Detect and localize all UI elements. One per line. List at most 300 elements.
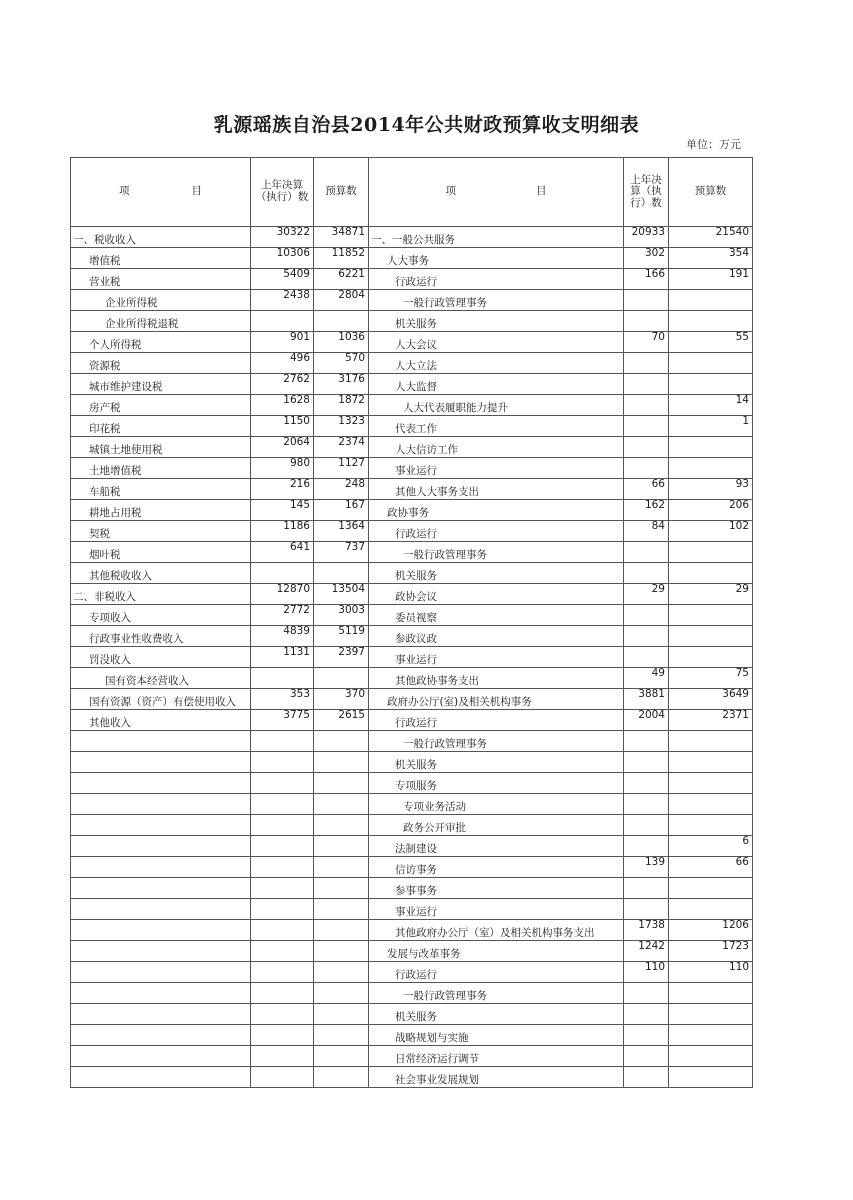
left-item-cell: 国有资本经营收入 xyxy=(71,668,251,689)
left-item-cell: 城市维护建设税 xyxy=(71,374,251,395)
right-prev-cell xyxy=(624,374,669,395)
table-row xyxy=(71,794,753,815)
right-item-cell: 政务公开审批 xyxy=(369,815,624,836)
header-left-item-b: 目 xyxy=(191,185,202,198)
left-prev-cell: 2064 xyxy=(251,437,314,458)
budget-table xyxy=(70,157,753,1088)
left-budget-cell: 3003 xyxy=(314,605,369,626)
right-item-cell: 一般行政管理事务 xyxy=(369,542,624,563)
right-budget-cell: 191 xyxy=(669,269,753,290)
right-prev-cell: 302 xyxy=(624,248,669,269)
right-prev-cell xyxy=(624,899,669,920)
right-prev-cell: 1242 xyxy=(624,941,669,962)
left-item-cell: 印花税 xyxy=(71,416,251,437)
right-item-cell: 机关服务 xyxy=(369,752,624,773)
right-prev-cell: 139 xyxy=(624,857,669,878)
left-prev-cell: 1131 xyxy=(251,647,314,668)
left-item-cell: 其他收入 xyxy=(71,710,251,731)
right-budget-cell: 66 xyxy=(669,857,753,878)
left-prev-cell: 901 xyxy=(251,332,314,353)
table-row xyxy=(71,542,753,563)
table-row xyxy=(71,710,753,731)
header-right-item-a: 项 xyxy=(445,185,456,198)
right-prev-cell xyxy=(624,815,669,836)
table-row xyxy=(71,878,753,899)
left-item-cell xyxy=(71,899,251,920)
right-item-cell: 行政运行 xyxy=(369,710,624,731)
left-item-cell xyxy=(71,794,251,815)
right-item-cell: 一般行政管理事务 xyxy=(369,983,624,1004)
left-item-cell: 企业所得税 xyxy=(71,290,251,311)
right-item-cell: 人大事务 xyxy=(369,248,624,269)
table-row xyxy=(71,1004,753,1025)
right-prev-cell xyxy=(624,395,669,416)
table-row xyxy=(71,689,753,710)
right-item-cell: 参事事务 xyxy=(369,878,624,899)
right-prev-cell: 110 xyxy=(624,962,669,983)
right-prev-cell: 84 xyxy=(624,521,669,542)
right-item-cell: 政协会议 xyxy=(369,584,624,605)
right-prev-cell xyxy=(624,1046,669,1067)
table-row xyxy=(71,668,753,689)
right-item-cell: 战略规划与实施 xyxy=(369,1025,624,1046)
table-row xyxy=(71,395,753,416)
table-row xyxy=(71,857,753,878)
right-prev-cell xyxy=(624,878,669,899)
left-budget-cell xyxy=(314,563,369,584)
left-budget-cell xyxy=(314,311,369,332)
left-budget-cell xyxy=(314,1025,369,1046)
header-right-item-b: 目 xyxy=(536,185,547,198)
right-budget-cell: 21540 xyxy=(669,227,753,248)
left-item-cell xyxy=(71,731,251,752)
right-budget-cell: 6 xyxy=(669,836,753,857)
table-row xyxy=(71,626,753,647)
right-prev-cell: 49 xyxy=(624,668,669,689)
right-prev-cell xyxy=(624,794,669,815)
right-prev-cell: 3881 xyxy=(624,689,669,710)
left-item-cell: 资源税 xyxy=(71,353,251,374)
left-prev-cell xyxy=(251,1025,314,1046)
left-prev-cell: 2762 xyxy=(251,374,314,395)
left-prev-cell: 353 xyxy=(251,689,314,710)
table-row xyxy=(71,773,753,794)
right-prev-cell xyxy=(624,836,669,857)
document-title: 乳源瑶族自治县2014年公共财政预算收支明细表 xyxy=(213,114,640,136)
left-prev-cell xyxy=(251,920,314,941)
right-budget-cell xyxy=(669,1046,753,1067)
left-prev-cell: 10306 xyxy=(251,248,314,269)
left-budget-cell xyxy=(314,752,369,773)
left-prev-cell: 30322 xyxy=(251,227,314,248)
table-row xyxy=(71,437,753,458)
left-item-cell: 个人所得税 xyxy=(71,332,251,353)
table-row xyxy=(71,647,753,668)
left-prev-cell: 1628 xyxy=(251,395,314,416)
right-prev-cell xyxy=(624,1025,669,1046)
left-item-cell: 增值税 xyxy=(71,248,251,269)
right-prev-cell xyxy=(624,563,669,584)
right-budget-cell xyxy=(669,752,753,773)
right-budget-cell: 110 xyxy=(669,962,753,983)
left-item-cell xyxy=(71,1067,251,1088)
left-item-cell xyxy=(71,815,251,836)
left-budget-cell: 34871 xyxy=(314,227,369,248)
table-row xyxy=(71,815,753,836)
left-prev-cell xyxy=(251,794,314,815)
right-budget-cell xyxy=(669,374,753,395)
table-row xyxy=(71,311,753,332)
left-budget-cell: 13504 xyxy=(314,584,369,605)
left-budget-cell: 2374 xyxy=(314,437,369,458)
right-budget-cell xyxy=(669,773,753,794)
right-item-cell: 政协事务 xyxy=(369,500,624,521)
right-budget-cell: 2371 xyxy=(669,710,753,731)
right-item-cell: 发展与改革事务 xyxy=(369,941,624,962)
table-row xyxy=(71,353,753,374)
right-item-cell: 人大代表履职能力提升 xyxy=(369,395,624,416)
right-budget-cell xyxy=(669,563,753,584)
right-budget-cell xyxy=(669,353,753,374)
left-budget-cell xyxy=(314,836,369,857)
left-budget-cell xyxy=(314,941,369,962)
left-budget-cell xyxy=(314,899,369,920)
right-item-cell: 一、一般公共服务 xyxy=(369,227,624,248)
right-budget-cell xyxy=(669,437,753,458)
left-prev-cell: 1186 xyxy=(251,521,314,542)
right-budget-cell xyxy=(669,1025,753,1046)
right-prev-cell: 29 xyxy=(624,584,669,605)
right-item-cell: 委员视察 xyxy=(369,605,624,626)
right-item-cell: 专项业务活动 xyxy=(369,794,624,815)
table-row xyxy=(71,1067,753,1088)
right-item-cell: 日常经济运行调节 xyxy=(369,1046,624,1067)
right-item-cell: 其他政协事务支出 xyxy=(369,668,624,689)
left-prev-cell xyxy=(251,815,314,836)
left-item-cell xyxy=(71,920,251,941)
table-row xyxy=(71,1046,753,1067)
left-budget-cell: 6221 xyxy=(314,269,369,290)
left-item-cell: 城镇土地使用税 xyxy=(71,437,251,458)
header-left-item xyxy=(71,158,251,227)
table-row xyxy=(71,416,753,437)
right-budget-cell: 3649 xyxy=(669,689,753,710)
right-budget-cell: 14 xyxy=(669,395,753,416)
left-item-cell xyxy=(71,878,251,899)
table-row xyxy=(71,920,753,941)
table-row xyxy=(71,374,753,395)
right-budget-cell xyxy=(669,1004,753,1025)
left-prev-cell xyxy=(251,1067,314,1088)
left-prev-cell xyxy=(251,1004,314,1025)
left-budget-cell xyxy=(314,1046,369,1067)
table-row xyxy=(71,731,753,752)
right-item-cell: 行政运行 xyxy=(369,521,624,542)
right-item-cell: 机关服务 xyxy=(369,1004,624,1025)
right-budget-cell xyxy=(669,815,753,836)
left-item-cell: 土地增值税 xyxy=(71,458,251,479)
left-prev-cell xyxy=(251,878,314,899)
table-row xyxy=(71,290,753,311)
right-prev-cell: 162 xyxy=(624,500,669,521)
right-prev-cell xyxy=(624,416,669,437)
right-item-cell: 机关服务 xyxy=(369,311,624,332)
right-prev-cell xyxy=(624,983,669,1004)
table-row xyxy=(71,269,753,290)
right-item-cell: 人大信访工作 xyxy=(369,437,624,458)
right-prev-cell xyxy=(624,311,669,332)
left-item-cell: 专项收入 xyxy=(71,605,251,626)
right-prev-cell: 66 xyxy=(624,479,669,500)
right-item-cell: 人大会议 xyxy=(369,332,624,353)
left-budget-cell: 1036 xyxy=(314,332,369,353)
right-item-cell: 一般行政管理事务 xyxy=(369,731,624,752)
left-prev-cell xyxy=(251,731,314,752)
left-budget-cell: 167 xyxy=(314,500,369,521)
right-item-cell: 法制建设 xyxy=(369,836,624,857)
left-item-cell: 耕地占用税 xyxy=(71,500,251,521)
left-item-cell xyxy=(71,1025,251,1046)
right-budget-cell xyxy=(669,731,753,752)
right-prev-cell xyxy=(624,290,669,311)
left-prev-cell xyxy=(251,311,314,332)
left-budget-cell xyxy=(314,731,369,752)
unit-label: 单位：万元 xyxy=(686,138,741,151)
right-item-cell: 行政运行 xyxy=(369,962,624,983)
left-prev-cell xyxy=(251,563,314,584)
left-prev-cell: 12870 xyxy=(251,584,314,605)
left-prev-cell: 2772 xyxy=(251,605,314,626)
right-item-cell: 事业运行 xyxy=(369,899,624,920)
right-budget-cell xyxy=(669,290,753,311)
left-prev-cell xyxy=(251,1046,314,1067)
left-prev-cell: 145 xyxy=(251,500,314,521)
right-item-cell: 社会事业发展规划 xyxy=(369,1067,624,1088)
table-row xyxy=(71,500,753,521)
right-budget-cell: 102 xyxy=(669,521,753,542)
left-prev-cell xyxy=(251,752,314,773)
right-item-cell: 行政运行 xyxy=(369,269,624,290)
right-item-cell: 代表工作 xyxy=(369,416,624,437)
left-budget-cell: 1127 xyxy=(314,458,369,479)
left-item-cell: 企业所得税退税 xyxy=(71,311,251,332)
right-item-cell: 事业运行 xyxy=(369,647,624,668)
left-budget-cell: 570 xyxy=(314,353,369,374)
left-prev-cell: 1150 xyxy=(251,416,314,437)
right-budget-cell xyxy=(669,605,753,626)
right-item-cell: 人大监督 xyxy=(369,374,624,395)
left-prev-cell: 216 xyxy=(251,479,314,500)
left-item-cell: 营业税 xyxy=(71,269,251,290)
left-budget-cell xyxy=(314,668,369,689)
right-budget-cell xyxy=(669,542,753,563)
right-prev-cell xyxy=(624,731,669,752)
table-row xyxy=(71,458,753,479)
right-prev-cell: 2004 xyxy=(624,710,669,731)
left-item-cell: 其他税收收入 xyxy=(71,563,251,584)
header-right-prev: 上年决算（执行）数 xyxy=(624,158,669,227)
left-budget-cell xyxy=(314,857,369,878)
table-row xyxy=(71,605,753,626)
table-row xyxy=(71,983,753,1004)
left-budget-cell xyxy=(314,962,369,983)
left-prev-cell xyxy=(251,983,314,1004)
header-left-budget: 预算数 xyxy=(314,158,369,227)
left-prev-cell xyxy=(251,668,314,689)
left-budget-cell xyxy=(314,773,369,794)
left-item-cell xyxy=(71,1004,251,1025)
right-budget-cell: 1206 xyxy=(669,920,753,941)
table-row xyxy=(71,521,753,542)
right-budget-cell: 1723 xyxy=(669,941,753,962)
left-prev-cell: 5409 xyxy=(251,269,314,290)
left-item-cell: 一、税收收入 xyxy=(71,227,251,248)
left-item-cell: 烟叶税 xyxy=(71,542,251,563)
right-budget-cell: 93 xyxy=(669,479,753,500)
right-prev-cell xyxy=(624,458,669,479)
header-left-prev: 上年决算（执行）数 xyxy=(251,158,314,227)
left-budget-cell: 737 xyxy=(314,542,369,563)
right-item-cell: 事业运行 xyxy=(369,458,624,479)
right-item-cell: 其他人大事务支出 xyxy=(369,479,624,500)
right-item-cell: 一般行政管理事务 xyxy=(369,290,624,311)
right-budget-cell: 55 xyxy=(669,332,753,353)
right-item-cell: 机关服务 xyxy=(369,563,624,584)
right-prev-cell: 1738 xyxy=(624,920,669,941)
left-budget-cell: 248 xyxy=(314,479,369,500)
right-prev-cell: 70 xyxy=(624,332,669,353)
right-budget-cell xyxy=(669,647,753,668)
right-prev-cell xyxy=(624,542,669,563)
left-prev-cell: 4839 xyxy=(251,626,314,647)
right-item-cell: 人大立法 xyxy=(369,353,624,374)
left-budget-cell: 11852 xyxy=(314,248,369,269)
left-item-cell xyxy=(71,857,251,878)
left-prev-cell xyxy=(251,941,314,962)
left-item-cell xyxy=(71,836,251,857)
right-budget-cell: 206 xyxy=(669,500,753,521)
table-row xyxy=(71,1025,753,1046)
left-prev-cell: 641 xyxy=(251,542,314,563)
table-row xyxy=(71,836,753,857)
table-row xyxy=(71,227,753,248)
table-row xyxy=(71,962,753,983)
right-prev-cell xyxy=(624,752,669,773)
left-item-cell: 车船税 xyxy=(71,479,251,500)
left-item-cell xyxy=(71,941,251,962)
right-prev-cell xyxy=(624,605,669,626)
right-prev-cell xyxy=(624,437,669,458)
left-budget-cell xyxy=(314,983,369,1004)
left-prev-cell: 3775 xyxy=(251,710,314,731)
right-budget-cell: 354 xyxy=(669,248,753,269)
table-row xyxy=(71,899,753,920)
left-prev-cell: 496 xyxy=(251,353,314,374)
left-prev-cell xyxy=(251,857,314,878)
left-item-cell: 罚没收入 xyxy=(71,647,251,668)
table-row xyxy=(71,584,753,605)
left-prev-cell xyxy=(251,836,314,857)
right-budget-cell xyxy=(669,983,753,1004)
right-prev-cell xyxy=(624,626,669,647)
left-item-cell: 房产税 xyxy=(71,395,251,416)
left-item-cell xyxy=(71,1046,251,1067)
left-budget-cell: 370 xyxy=(314,689,369,710)
right-budget-cell: 1 xyxy=(669,416,753,437)
left-budget-cell xyxy=(314,1004,369,1025)
right-budget-cell xyxy=(669,311,753,332)
table-row xyxy=(71,332,753,353)
table-body xyxy=(71,227,753,1088)
left-budget-cell: 5119 xyxy=(314,626,369,647)
left-item-cell: 行政事业性收费收入 xyxy=(71,626,251,647)
left-budget-cell xyxy=(314,920,369,941)
left-budget-cell: 2615 xyxy=(314,710,369,731)
table-row xyxy=(71,941,753,962)
right-budget-cell xyxy=(669,899,753,920)
left-item-cell xyxy=(71,752,251,773)
right-prev-cell xyxy=(624,647,669,668)
right-item-cell: 信访事务 xyxy=(369,857,624,878)
left-item-cell xyxy=(71,962,251,983)
table-row xyxy=(71,563,753,584)
left-item-cell xyxy=(71,983,251,1004)
right-budget-cell xyxy=(669,626,753,647)
left-item-cell xyxy=(71,773,251,794)
right-prev-cell xyxy=(624,773,669,794)
right-item-cell: 政府办公厅(室)及相关机构事务 xyxy=(369,689,624,710)
right-budget-cell xyxy=(669,458,753,479)
left-budget-cell: 2397 xyxy=(314,647,369,668)
left-prev-cell xyxy=(251,899,314,920)
left-prev-cell: 2438 xyxy=(251,290,314,311)
right-prev-cell: 166 xyxy=(624,269,669,290)
left-budget-cell: 3176 xyxy=(314,374,369,395)
right-prev-cell: 20933 xyxy=(624,227,669,248)
right-budget-cell xyxy=(669,794,753,815)
left-budget-cell: 1364 xyxy=(314,521,369,542)
right-item-cell: 其他政府办公厅（室）及相关机构事务支出 xyxy=(369,920,624,941)
left-budget-cell xyxy=(314,815,369,836)
left-item-cell: 二、非税收入 xyxy=(71,584,251,605)
left-prev-cell: 980 xyxy=(251,458,314,479)
right-prev-cell xyxy=(624,353,669,374)
right-prev-cell xyxy=(624,1067,669,1088)
left-budget-cell: 1872 xyxy=(314,395,369,416)
right-item-cell: 专项服务 xyxy=(369,773,624,794)
right-budget-cell: 75 xyxy=(669,668,753,689)
left-budget-cell: 1323 xyxy=(314,416,369,437)
left-item-cell: 契税 xyxy=(71,521,251,542)
left-budget-cell: 2804 xyxy=(314,290,369,311)
table-header-row xyxy=(71,158,753,227)
table-row xyxy=(71,752,753,773)
table-row xyxy=(71,479,753,500)
right-budget-cell: 29 xyxy=(669,584,753,605)
header-right-item xyxy=(369,158,624,227)
left-budget-cell xyxy=(314,1067,369,1088)
right-prev-cell xyxy=(624,1004,669,1025)
header-left-item-a: 项 xyxy=(119,185,130,198)
left-budget-cell xyxy=(314,878,369,899)
right-budget-cell xyxy=(669,1067,753,1088)
header-right-budget: 预算数 xyxy=(669,158,753,227)
table-row xyxy=(71,248,753,269)
left-prev-cell xyxy=(251,962,314,983)
right-budget-cell xyxy=(669,878,753,899)
left-prev-cell xyxy=(251,773,314,794)
left-budget-cell xyxy=(314,794,369,815)
